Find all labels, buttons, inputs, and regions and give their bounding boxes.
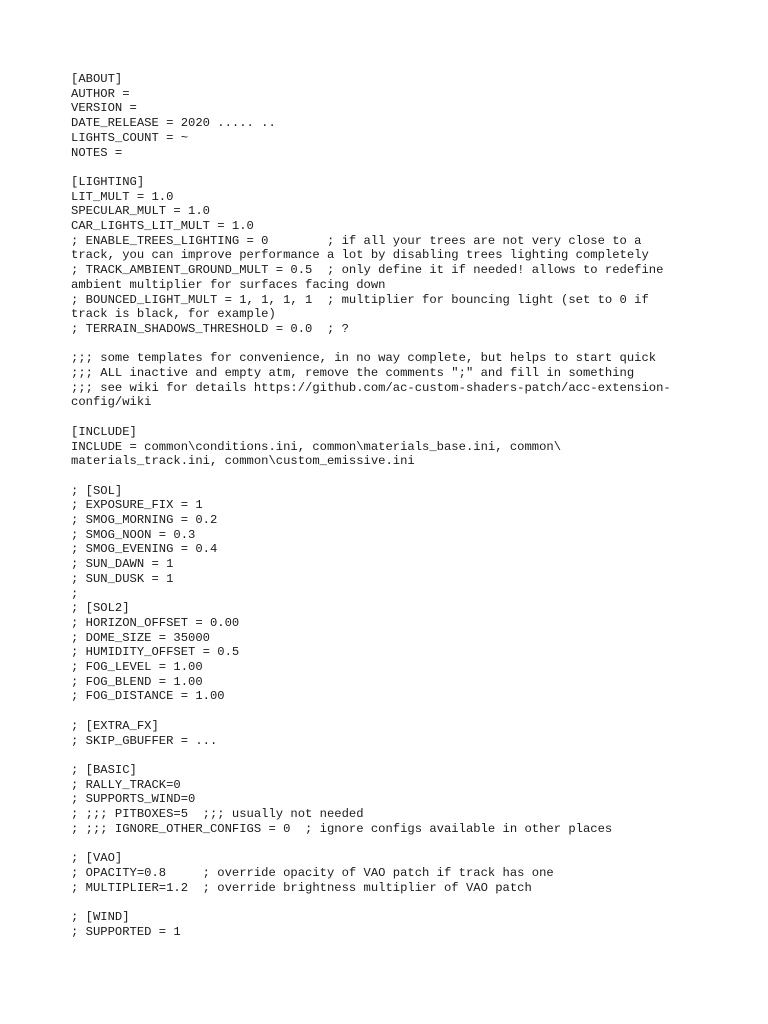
section-header-lighting: [LIGHTING] — [71, 174, 145, 189]
comment-line-fog-blend: ; FOG_BLEND = 1.00 — [71, 674, 203, 689]
config-line-include: INCLUDE = common\conditions.ini, common\materials_base.ini, common\ — [71, 439, 562, 454]
comment-line-supports-wind: ; SUPPORTS_WIND=0 — [71, 792, 196, 807]
config-line-notes: NOTES = — [71, 145, 123, 160]
comment-line-empty: ; — [71, 586, 79, 601]
comment-line-opacity: ; OPACITY=0.8 ; override opacity of VAO patch if track has one — [71, 865, 554, 880]
comment-line-skip-gbuffer: ; SKIP_GBUFFER = ... — [71, 733, 218, 748]
config-line-car-lights-lit-mult: CAR_LIGHTS_LIT_MULT = 1.0 — [71, 219, 254, 234]
comment-line-trees-continued: track, you can improve performance a lot by disabling trees lighting completely — [71, 248, 649, 263]
comment-line-supported: ; SUPPORTED = 1 — [71, 924, 181, 939]
comment-line-horizon-offset: ; HORIZON_OFFSET = 0.00 — [71, 615, 240, 630]
comment-line-smog-noon: ; SMOG_NOON = 0.3 — [71, 527, 196, 542]
comment-line-wiki-link: ;;; see wiki for details https://github.com/ac-custom-shaders-patch/acc-extension- — [71, 380, 671, 395]
section-header-sol: ; [SOL] — [71, 483, 123, 498]
blank-line — [71, 836, 701, 851]
comment-line-dome-size: ; DOME_SIZE = 35000 — [71, 630, 210, 645]
comment-line-wiki-link-continued: config/wiki — [71, 395, 152, 410]
comment-line-smog-evening: ; SMOG_EVENING = 0.4 — [71, 542, 218, 557]
comment-line-templates-note: ;;; some templates for convenience, in no way complete, but helps to start quick — [71, 351, 657, 366]
comment-line-rally-track: ; RALLY_TRACK=0 — [71, 777, 181, 792]
config-line-lit-mult: LIT_MULT = 1.0 — [71, 189, 174, 204]
config-line-include-continued: materials_track.ini, common\custom_emissive.ini — [71, 454, 415, 469]
comment-line-pitboxes: ; ;;; PITBOXES=5 ;;; usually not needed — [71, 807, 364, 822]
config-line-specular-mult: SPECULAR_MULT = 1.0 — [71, 204, 210, 219]
section-header-wind: ; [WIND] — [71, 909, 130, 924]
blank-line — [71, 895, 701, 910]
blank-line — [71, 160, 701, 175]
blank-line — [71, 337, 701, 352]
config-line-lights-count: LIGHTS_COUNT = ~ — [71, 130, 189, 145]
comment-line-enable-trees-lighting: ; ENABLE_TREES_LIGHTING = 0 ; if all your trees are not very close to a — [71, 233, 642, 248]
blank-line — [71, 410, 701, 425]
comment-line-terrain-shadows-threshold: ; TERRAIN_SHADOWS_THRESHOLD = 0.0 ; ? — [71, 321, 349, 336]
config-line-date-release: DATE_RELEASE = 2020 ..... .. — [71, 116, 276, 131]
comment-line-fog-distance: ; FOG_DISTANCE = 1.00 — [71, 689, 225, 704]
comment-line-exposure-fix: ; EXPOSURE_FIX = 1 — [71, 498, 203, 513]
section-header-sol2: ; [SOL2] — [71, 601, 130, 616]
section-header-basic: ; [BASIC] — [71, 762, 137, 777]
config-line-author: AUTHOR = — [71, 86, 130, 101]
config-line-version: VERSION = — [71, 101, 137, 116]
blank-line — [71, 704, 701, 719]
comment-line-ambient-continued: ambient multiplier for surfaces facing down — [71, 277, 386, 292]
section-header-include: [INCLUDE] — [71, 424, 137, 439]
comment-line-multiplier: ; MULTIPLIER=1.2 ; override brightness multiplier of VAO patch — [71, 880, 532, 895]
comment-line-sun-dusk: ; SUN_DUSK = 1 — [71, 571, 174, 586]
section-header-extra-fx: ; [EXTRA_FX] — [71, 718, 159, 733]
comment-line-ignore-other-configs: ; ;;; IGNORE_OTHER_CONFIGS = 0 ; ignore configs available in other places — [71, 821, 613, 836]
comment-line-track-ambient-ground-mult: ; TRACK_AMBIENT_GROUND_MULT = 0.5 ; only define it if needed! allows to redefine — [71, 263, 664, 278]
comment-line-sun-dawn: ; SUN_DAWN = 1 — [71, 557, 174, 572]
comment-line-inactive-note: ;;; ALL inactive and empty atm, remove the comments ";" and fill in something — [71, 366, 635, 381]
section-header-vao: ; [VAO] — [71, 851, 123, 866]
comment-line-fog-level: ; FOG_LEVEL = 1.00 — [71, 660, 203, 675]
comment-line-smog-morning: ; SMOG_MORNING = 0.2 — [71, 513, 218, 528]
section-header-about: [ABOUT] — [71, 72, 123, 86]
config-document — [71, 72, 701, 939]
comment-line-humidity-offset: ; HUMIDITY_OFFSET = 0.5 — [71, 645, 240, 660]
comment-line-bounced-light-mult: ; BOUNCED_LIGHT_MULT = 1, 1, 1, 1 ; multiplier for bouncing light (set to 0 if — [71, 292, 649, 307]
blank-line — [71, 469, 701, 484]
blank-line — [71, 748, 701, 763]
comment-line-bounced-continued: track is black, for example) — [71, 307, 276, 322]
